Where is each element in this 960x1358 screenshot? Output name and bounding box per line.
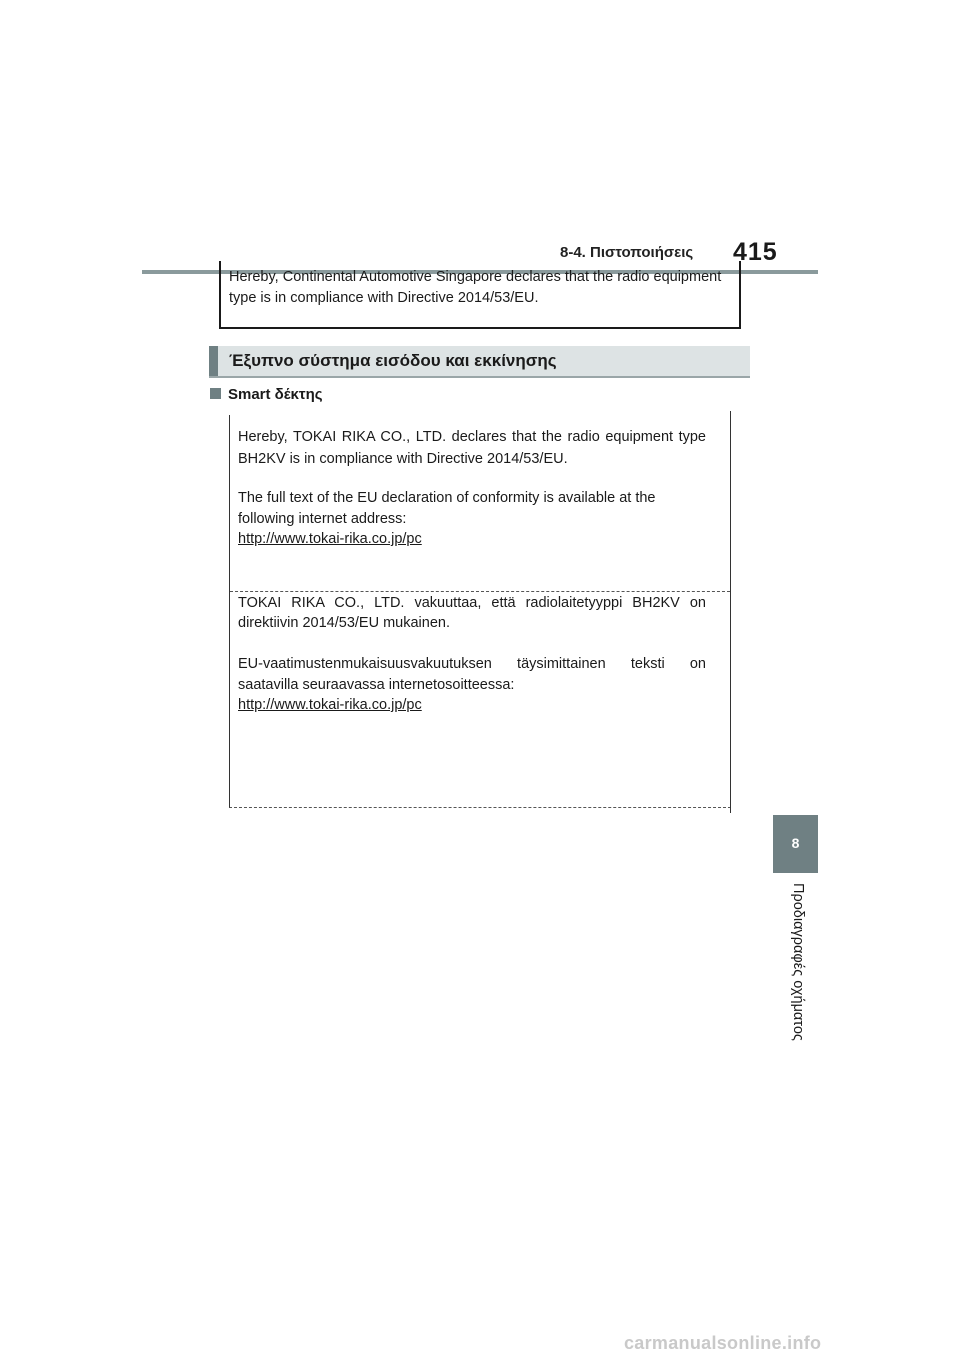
chapter-number: 8 — [791, 835, 800, 851]
box-corner-mark — [229, 415, 230, 421]
chapter-title: Προδιαγραφές οχήματος — [790, 883, 806, 1041]
finnish-line-1: TOKAI RIKA CO., LTD. vakuuttaa, että radiolaitetyyppi BH2KV on — [238, 595, 706, 611]
box-corner-mark — [730, 807, 731, 813]
declaration-box-tokai — [229, 421, 731, 808]
heading-accent-bar — [209, 346, 218, 376]
box-corner-mark — [730, 411, 731, 421]
section-heading — [209, 346, 750, 378]
language-divider — [230, 591, 730, 592]
english-line-1: Hereby, TOKAI RIKA CO., LTD. declares that the radio equipment type — [238, 429, 706, 445]
square-bullet-icon — [210, 388, 221, 399]
english-line-3: The full text of the EU declaration of conformity is available at the — [238, 490, 656, 506]
english-line-2: BH2KV is in compliance with Directive 2014/53/EU. — [238, 451, 568, 467]
section-title: 8-4. Πιστοποιήσεις — [560, 244, 694, 261]
subheading-text: Smart δέκτης — [228, 386, 323, 403]
chapter-tab[interactable] — [773, 815, 818, 873]
english-line-4: following internet address: — [238, 511, 407, 527]
declaration-box-continental — [219, 261, 741, 329]
declaration-text-continental: Hereby, Continental Automotive Singapore declares that the radio equipment type is in compliance with Directive 2014/53/EU. — [229, 269, 722, 306]
finnish-line-4: saatavilla seuraavassa internetosoitteessa: — [238, 677, 515, 693]
page-number: 415 — [733, 238, 778, 266]
english-declaration-link[interactable]: http://www.tokai-rika.co.jp/pc — [238, 531, 422, 547]
watermark: carmanualsonline.info — [624, 1333, 822, 1353]
subheading — [210, 386, 323, 403]
finnish-line-2: direktiivin 2014/53/EU mukainen. — [238, 615, 450, 631]
section-heading-text: Έξυπνο σύστημα εισόδου και εκκίνησης — [229, 351, 557, 370]
finnish-declaration-link[interactable]: http://www.tokai-rika.co.jp/pc — [238, 697, 422, 713]
finnish-line-3: EU-vaatimustenmukaisuusvakuutuksen täysimittainen teksti on — [238, 656, 706, 672]
